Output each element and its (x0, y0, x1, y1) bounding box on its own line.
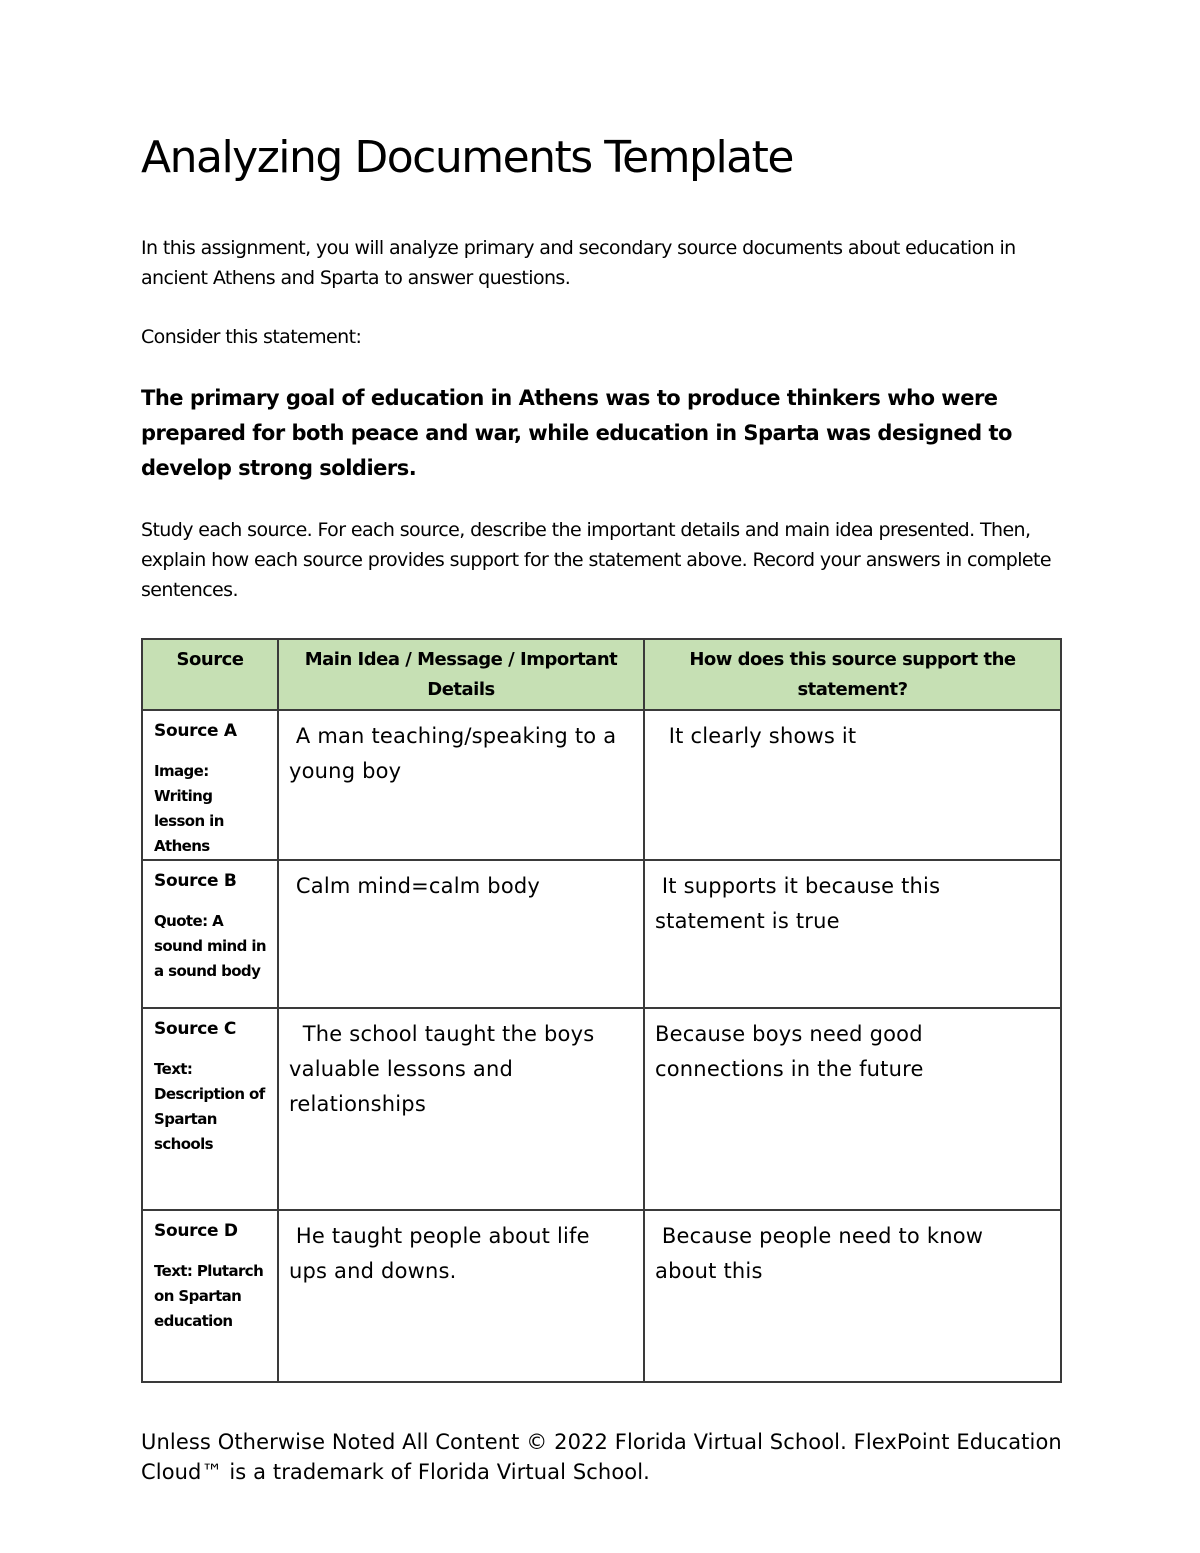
source-cell (142, 710, 278, 860)
header-main-idea: Main Idea / Message / Important Details (278, 639, 644, 710)
source-description: Quote: A sound mind in a sound body (154, 912, 266, 980)
source-description: Image: Writing lesson in Athens (154, 762, 224, 855)
table-header-row (142, 639, 1061, 710)
header-support: How does this source support the statement? (644, 639, 1061, 710)
support-answer[interactable]: Because boys need good connections in the future (644, 1008, 1061, 1210)
main-idea-answer[interactable]: He taught people about life ups and downs. (278, 1210, 644, 1382)
header-source: Source (142, 639, 278, 710)
instructions-paragraph: Study each source. For each source, describe the important details and main idea presented. Then, explain how each source provides support for the statement above. Record your answers in complete sentences. (141, 519, 1051, 601)
source-description: Text: Plutarch on Spartan education (154, 1262, 264, 1330)
table-row (142, 860, 1061, 1008)
intro-paragraph: In this assignment, you will analyze primary and secondary source documents about education in ancient Athens and Sparta to answer questions. (141, 237, 1016, 289)
support-answer[interactable]: Because people need to know about this (644, 1210, 1061, 1382)
copyright-footer: Unless Otherwise Noted All Content © 2022 Florida Virtual School. FlexPoint Education Cloud™ is a trademark of Florida Virtual School. (141, 1430, 1062, 1484)
source-description: Text: Description of Spartan schools (154, 1060, 265, 1153)
source-cell (142, 1008, 278, 1210)
consider-label: Consider this statement: (141, 326, 362, 348)
source-cell (142, 1210, 278, 1382)
source-name: Source A (154, 721, 237, 741)
table-row (142, 1210, 1061, 1382)
page-title: Analyzing Documents Template (141, 132, 793, 183)
support-answer[interactable]: It clearly shows it (644, 710, 1061, 860)
support-answer[interactable]: It supports it because this statement is true (644, 860, 1061, 1008)
statement-text: The primary goal of education in Athens was to produce thinkers who were prepared for both peace and war, while education in Sparta was designed to develop strong soldiers. (141, 386, 1012, 480)
table-row (142, 710, 1061, 860)
source-name: Source D (154, 1221, 238, 1241)
table-row (142, 1008, 1061, 1210)
main-idea-answer[interactable]: The school taught the boys valuable lessons and relationships (278, 1008, 644, 1210)
source-cell (142, 860, 278, 1008)
sources-table (141, 638, 1062, 1383)
main-idea-answer[interactable]: A man teaching/speaking to a young boy (278, 710, 644, 860)
source-name: Source B (154, 871, 237, 891)
source-name: Source C (154, 1019, 237, 1039)
main-idea-answer[interactable]: Calm mind=calm body (278, 860, 644, 1008)
